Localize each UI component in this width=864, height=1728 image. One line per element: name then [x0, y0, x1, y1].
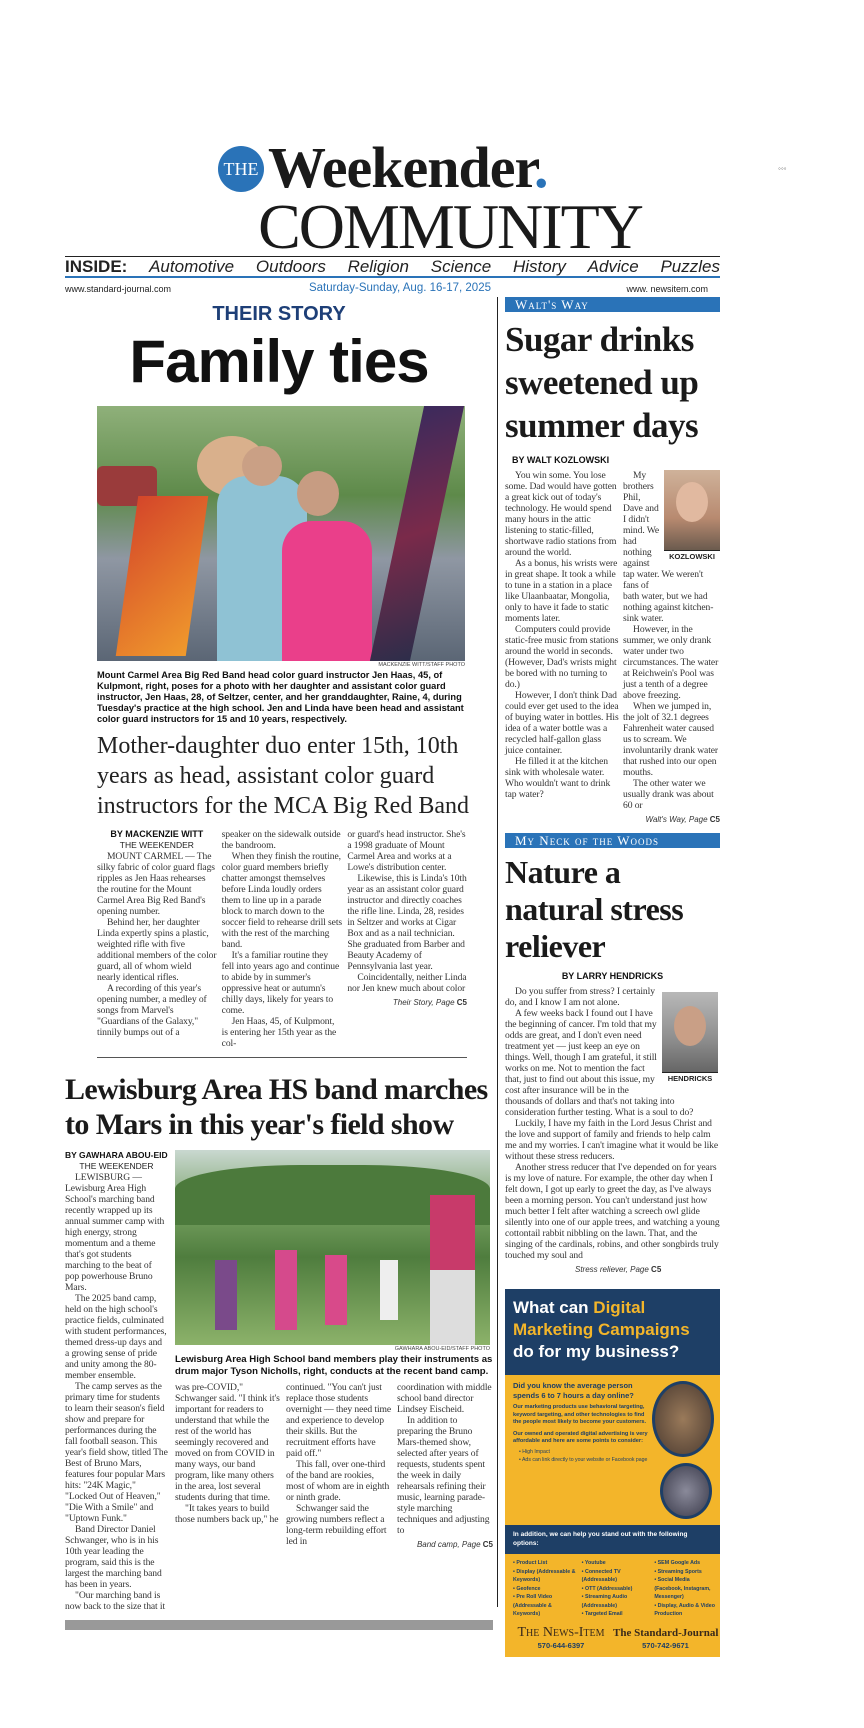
- ad-phone-standardjournal: 570-742-9671: [642, 1640, 689, 1650]
- inside-advice[interactable]: Advice: [587, 257, 639, 276]
- divider: [97, 1057, 467, 1058]
- lead-col-2: speaker on the sidewalk outside the bandroom. When they finish the routine, color guard members briefly chatter amongst themselves before Linda loudly orders them to line up in a parade block to march down to the soccer field to rehearse drill sets with the rest of the marching band. It's a familiar routine they fell into years ago and continue to abide by in summer's oppressive heat or autumn's chilly days, likely for years to come. Jen Haas, 45, of Kulpmont, is entering her 15th year as the col-: [221, 829, 343, 1049]
- lead-photo: [97, 406, 465, 661]
- lead-headline: Family ties: [129, 328, 429, 395]
- inside-automotive[interactable]: Automotive: [149, 257, 235, 276]
- walts-way-section-header: Walt's Way: [505, 297, 720, 312]
- inside-label: INSIDE:: [65, 257, 128, 276]
- ad-p2: Our owned and operated digital advertising is very affordable and here are some points to consider:: [513, 1430, 648, 1444]
- band-byline: BY GAWHARA ABOU-EID: [65, 1150, 168, 1160]
- column-divider: [497, 297, 498, 1607]
- ad-photo-team: [652, 1381, 714, 1457]
- ad-brand-newsitem: The News-Item: [517, 1624, 605, 1640]
- band-col-3: continued. "You can't just replace those students overnight — they need time and experience to develop their skills. But the recruitment efforts have paid off." This fall, over one-third of the band are rookies, most of whom are in eighth or ninth grade. Schwanger said the growing numbers reflect a long-term rebuilding effort led in: [286, 1382, 392, 1547]
- inside-science[interactable]: Science: [430, 257, 492, 276]
- lead-byline-org: THE WEEKENDER: [119, 840, 194, 850]
- url-right[interactable]: www. newsitem.com: [626, 284, 708, 294]
- lead-kicker: THEIR STORY: [212, 303, 346, 325]
- band-col-1: LEWISBURG — Lewisburg Area High School's marching band recently wrapped up its annual summer camp with high energy, strong momentum and a theme that's got students marching to the beat of pop powerhouse Bruno Mars. The 2025 band camp, held on the high school's practice fields, culminated with student performances, themed dress-up days and a growing sense of pride and unity among the 80-member ensemble. The camp serves as the primary time for students to learn their season's field show and prepare for performances during the fall football season. This year's field show, titled The Best of Bruno Mars, features four popular Mars hits: "24K Magic," "Locked Out of Heaven," "Die With a Smile" and "Uptown Funk." Band Director Daniel Schwanger, who is in his 10th year leading the program, said this is the largest the marching band has been in years. "Our marching band is now back to the size that it: [65, 1172, 168, 1612]
- ad-brand-standardjournal: The Standard-Journal: [613, 1626, 719, 1639]
- inside-religion[interactable]: Religion: [347, 257, 410, 276]
- walt-col-1: You win some. You lose some. Dad would have gotten a great kick out of today's technology. He would spend many hours in the attic listening to static-filled, shortwave radio stations from around the world. As a bonus, his wrists were in great shape. It took a while to tune in a station in a place like Ulaanbaatar, Mongolia, only to have it fade to static moments later. Computers could provide static-free music from stations around the world in seconds. (However, Dad's wrists might be bored with no turning to do.) However, I don't think Dad could ever get used to the idea of buying water in bottles. His idea of a water bottle was a recycled half-gallon glass juice container. He filled it at the kitchen sink with wholesale water. Who wouldn't want to drink tap water?: [505, 470, 619, 800]
- lead-deck: Mother-daughter duo enter 15th, 10th years as head, assistant color guard instructors for the MCA Big Red Band: [97, 733, 469, 819]
- ad-photo-worker: [660, 1463, 712, 1519]
- lead-photo-credit: MACKENZIE WITT/STAFF PHOTO: [378, 662, 465, 668]
- inside-history[interactable]: History: [513, 257, 566, 276]
- lead-byline: BY MACKENZIE WITT: [110, 829, 204, 839]
- lead-col-1: MOUNT CARMEL — The silky fabric of color guard flags ripples as Jen Haas rehearses the routine for the Mount Carmel Area Big Red Band's opening number. Behind her, her daughter Linda expertly spins a plastic, weighted rifle with five additional members of the color guard, all of whom wield nearly identical rifles. A recording of this year's opening number, a medley of songs from Marvel's "Guardians of the Galaxy," tinnily bumps out of a: [97, 851, 217, 1038]
- walt-headline: Sugar drinks sweetened up summer days: [505, 320, 699, 445]
- neck-col-narrow: Do you suffer from stress? I certainly do, and I know I am not alone. A few weeks back I found out I have the beginning of cancer. I'm told that my odds are great, and I don't even need treatment yet — just keep an eye on things. Well, though I am grateful, it still works on me. Not to mention the fact that, just to find out about this issue, my cost after insurance will be in the thousands of dollars and that's not taking into consideration further testing. What is a soul to do?: [505, 986, 694, 1118]
- footer-bar: [65, 1620, 493, 1630]
- left-region: [65, 302, 493, 1630]
- band-jump[interactable]: Band camp, Page C5: [416, 1540, 493, 1549]
- right-region: [505, 297, 720, 1657]
- band-col-4: coordination with middle school band director Lindsey Eischeid. In addition to preparing the Bruno Mars-themed show, selected after years of requests, students spent the week in daily rehearsals refining their music, learning parade-style marching techniques and adjusting to: [397, 1382, 492, 1536]
- neck-col-wide: Luckily, I have my faith in the Lord Jesus Christ and the love and support of family and friends to help calm me and my worries. I can't imagine what it would be like without these stress reducers. Another stress reducer that I've depended on for years is my love of nature. For example, the other day when I felt down, I got up early to greet the day, as I've always been a morning person. You can't understand just how much better I felt after watching a screech owl glide silently into one of our apple trees, and watching a young cottontail rabbit nibbling on the lawn. That, and the singing of the cardinals, robins, and other songbirds truly touched my soul and: [505, 1118, 720, 1261]
- neck-section-header: My Neck of the Woods: [505, 833, 720, 848]
- issue-date: Saturday-Sunday, Aug. 16-17, 2025: [308, 282, 491, 294]
- corner-mark: ◦◦◦: [778, 164, 787, 173]
- inside-nav: [65, 257, 720, 278]
- neck-headline: Nature a natural stress reliever: [505, 854, 684, 964]
- walt-jump[interactable]: Walt's Way, Page C5: [645, 815, 720, 824]
- hendricks-mugshot: [662, 992, 718, 1072]
- url-left[interactable]: www.standard-journal.com: [65, 284, 172, 294]
- inside-outdoors[interactable]: Outdoors: [255, 257, 326, 276]
- ad-options-col-1: • Product List • Display (Addressable & Keywords) • Geofence • Pre Roll Video (Addressable & Keywords): [513, 1560, 576, 1617]
- walt-col-2: bath water, but we had nothing against kitchen-sink water. However, in the summer, we only drank water under two circumstances. The water at Reichwein's Pool was just a tenth of a degree above freezing. When we jumped in, the jolt of 32.1 degrees Fahrenheit water caused us to scream. We involuntarily drank water that rushed into our open mouths. The other water we usually drank was about 60 or: [623, 591, 719, 811]
- neck-mug-label: HENDRICKS: [662, 1072, 718, 1083]
- lead-col-3: or guard's head instructor. She's a 1998 graduate of Mount Carmel Area and works at a Lowe's distribution center. Likewise, this is Linda's 10th year as an assistant color guard instructor and directly coaches the rifle line. Linda, 28, resides in Seltzer and works at Cigar Box and as a nail technician. She graduated from Barber and Beauty Academy of Pennsylvania last year. Coincidentally, neither Linda nor Jen knew much about color: [347, 829, 467, 994]
- ad-question: Did you know the average person spends 6 to 7 hours a day online?: [513, 1381, 634, 1400]
- ad-title: What can Digital Marketing Campaigns do for my business?: [513, 1298, 690, 1361]
- neck-byline: BY LARRY HENDRICKS: [561, 971, 664, 981]
- logo-wordmark: Weekender.: [268, 135, 548, 200]
- band-headline: Lewisburg Area HS band marches to Mars in this year's field show: [65, 1073, 488, 1141]
- band-caption: Lewisburg Area High School band members play their instruments as drum major Tyson Nicholls, right, conducts at the recent band camp.: [175, 1354, 493, 1377]
- neck-jump[interactable]: Stress reliever, Page C5: [575, 1265, 662, 1274]
- lead-jump[interactable]: Their Story, Page C5: [392, 998, 468, 1007]
- ad-p1: Our marketing products use behavioral targeting, keyword targeting, and other technologies to find the people most likely to become your customers.: [513, 1404, 647, 1425]
- band-col-2: was pre-COVID," Schwanger said. "I think it's important for readers to understand that while the rest of the world has seemingly recovered and moved on from COVID in many ways, our band program, like many others in the area, lost several students during that time. "It takes years to build those numbers back up," he: [175, 1382, 280, 1525]
- section-title: COMMUNITY: [258, 191, 642, 262]
- band-photo-credit: GAWHARA ABOU-EID/STAFF PHOTO: [394, 1346, 490, 1352]
- lead-caption: Mount Carmel Area Big Red Band head color guard instructor Jen Haas, 45, of Kulpmont, right, poses for a photo with her daughter and assistant color guard instructor, Jen Haas, 28, of Seltzer, center, and her granddaughter, Raine, 4, during Tuesday's practice at the high school. Jen and Linda have been head and assistant color guard instructors for 15 and 10 years, respectively.: [97, 670, 464, 724]
- digital-marketing-ad[interactable]: [505, 1289, 720, 1657]
- band-byline-org: THE WEEKENDER: [79, 1161, 154, 1171]
- inside-puzzles[interactable]: Puzzles: [660, 257, 720, 276]
- ad-phone-newsitem: 570-644-6397: [537, 1640, 585, 1650]
- ad-options-banner: In addition, we can help you stand out with the following options:: [505, 1525, 720, 1554]
- walt-mugshot: [664, 470, 720, 550]
- ad-options-col-3: • SEM Google Ads • Streaming Sports • Social Media (Facebook, Instagram, Messenger) • Display, Audio & Video Production: [654, 1560, 715, 1617]
- ad-options-col-2: • Youtube • Connected TV (Addressable) • OTT (Addressable) • Streaming Audio (Addressable) • Targeted Email: [581, 1560, 633, 1617]
- walt-col-2-narrow: My brothers Phil, Dave and I didn't mind. We had nothing against tap water. We weren't fans of: [623, 470, 704, 591]
- logo-the-badge: THE: [218, 146, 264, 192]
- walt-mug-label: KOZLOWSKI: [664, 550, 720, 561]
- walt-byline: BY WALT KOZLOWSKI: [512, 455, 610, 465]
- band-photo: [175, 1150, 490, 1345]
- ad-points: • High Impact • Ads can link directly to your website or Facebook page: [519, 1448, 648, 1463]
